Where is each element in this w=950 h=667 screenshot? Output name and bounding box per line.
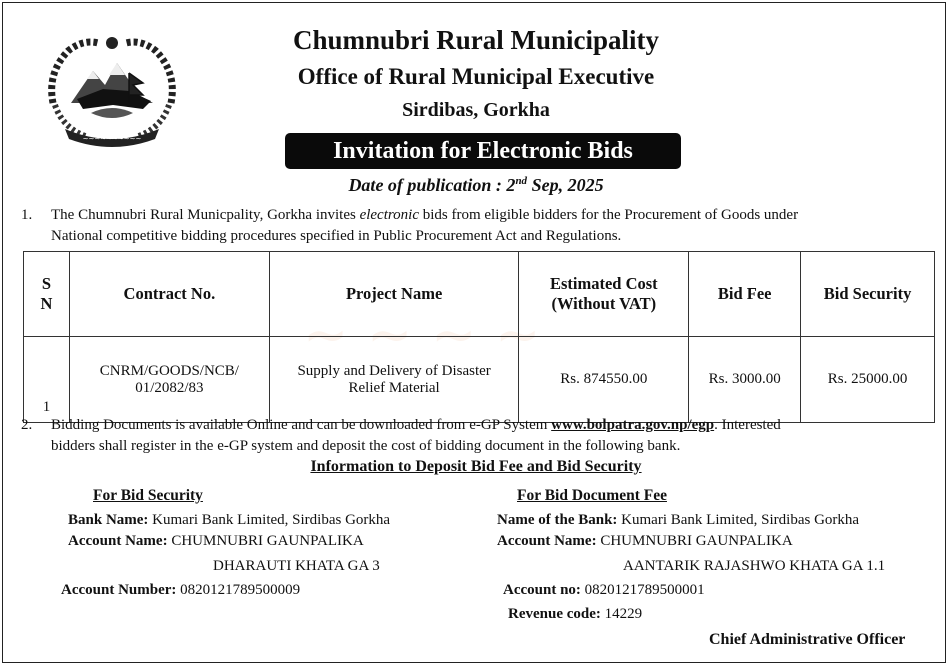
watermark-text: ~ ~ ~ ~	[303, 303, 541, 366]
table-row	[24, 337, 935, 423]
bid-fee-account-name-cont: AANTARIK RAJASHWO KHATA GA 1.1	[623, 558, 886, 574]
para2-line1: Bidding Documents is available Online and can be downloaded from e-GP System www.bolpatra.gov.np/egp. Interested	[51, 417, 781, 433]
para1-line1: The Chumnubri Rural Municpality, Gorkha invites electronic bids from eligible bidders for the Procurement of Goods under	[51, 207, 799, 223]
cell-estimated-cost: Rs. 874550.00	[519, 337, 689, 423]
bid-fee-heading: For Bid Document Fee	[517, 487, 667, 504]
bid-fee-bank: Name of the Bank: Kumari Bank Limited, Sirdibas Gorkha	[497, 512, 860, 528]
cell-bid-fee: Rs. 3000.00	[689, 337, 801, 423]
egp-link[interactable]: www.bolpatra.gov.np/egp	[551, 417, 715, 433]
para2-number: 2.	[21, 417, 33, 433]
bid-security-account-name: Account Name: CHUMNUBRI GAUNPALIKA	[68, 533, 364, 549]
header-estimated-cost: Estimated Cost (Without VAT)	[519, 252, 689, 337]
para1-line2: National competitive bidding procedures specified in Public Procurement Act and Regulations.	[51, 228, 622, 244]
header-sn: S N	[24, 252, 70, 337]
bid-fee-account-name: Account Name: CHUMNUBRI GAUNPALIKA	[497, 533, 793, 549]
office-location: Sirdibas, Gorkha	[402, 99, 550, 121]
publication-date: Date of publication : 2nd Sep, 2025	[348, 175, 604, 195]
bid-fee-revenue-code: Revenue code: 14229	[508, 606, 643, 622]
bid-table	[23, 251, 935, 423]
header-bid-fee: Bid Fee	[689, 252, 801, 337]
notice-title-banner: Invitation for Electronic Bids	[285, 133, 681, 169]
deposit-info-title: Information to Deposit Bid Fee and Bid Security	[310, 458, 642, 475]
cell-contract-no: CNRM/GOODS/NCB/ 01/2082/83	[69, 337, 269, 423]
cell-project-name: Supply and Delivery of Disaster Relief Material	[269, 337, 519, 423]
bid-security-heading: For Bid Security	[93, 487, 203, 504]
para2-line2: bidders shall register in the e-GP system and deposit the cost of bidding document in the following bank.	[51, 438, 681, 454]
table-header-row	[24, 252, 935, 337]
signature-title: Chief Administrative Officer	[709, 631, 906, 648]
office-name: Office of Rural Municipal Executive	[297, 64, 655, 89]
bid-security-account-name-cont: DHARAUTI KHATA GA 3	[213, 558, 380, 574]
header-contract-no: Contract No.	[69, 252, 269, 337]
header-bid-security: Bid Security	[801, 252, 935, 337]
bid-security-bank: Bank Name: Kumari Bank Limited, Sirdibas Gorkha	[68, 512, 391, 528]
header-project-name: Project Name	[269, 252, 519, 337]
cell-bid-security: Rs. 25000.00	[801, 337, 935, 423]
municipality-name: Chumnubri Rural Municipality	[292, 25, 660, 55]
notice-page	[2, 2, 946, 663]
bid-fee-account-number: Account no: 0820121789500001	[503, 582, 705, 598]
svg-text:~~~~~~~~~~: ~~~~~~~~~~	[82, 135, 142, 143]
bid-security-account-number: Account Number: 0820121789500009	[61, 582, 301, 598]
para1-number: 1.	[21, 207, 33, 223]
cell-sn: 1	[24, 337, 70, 423]
